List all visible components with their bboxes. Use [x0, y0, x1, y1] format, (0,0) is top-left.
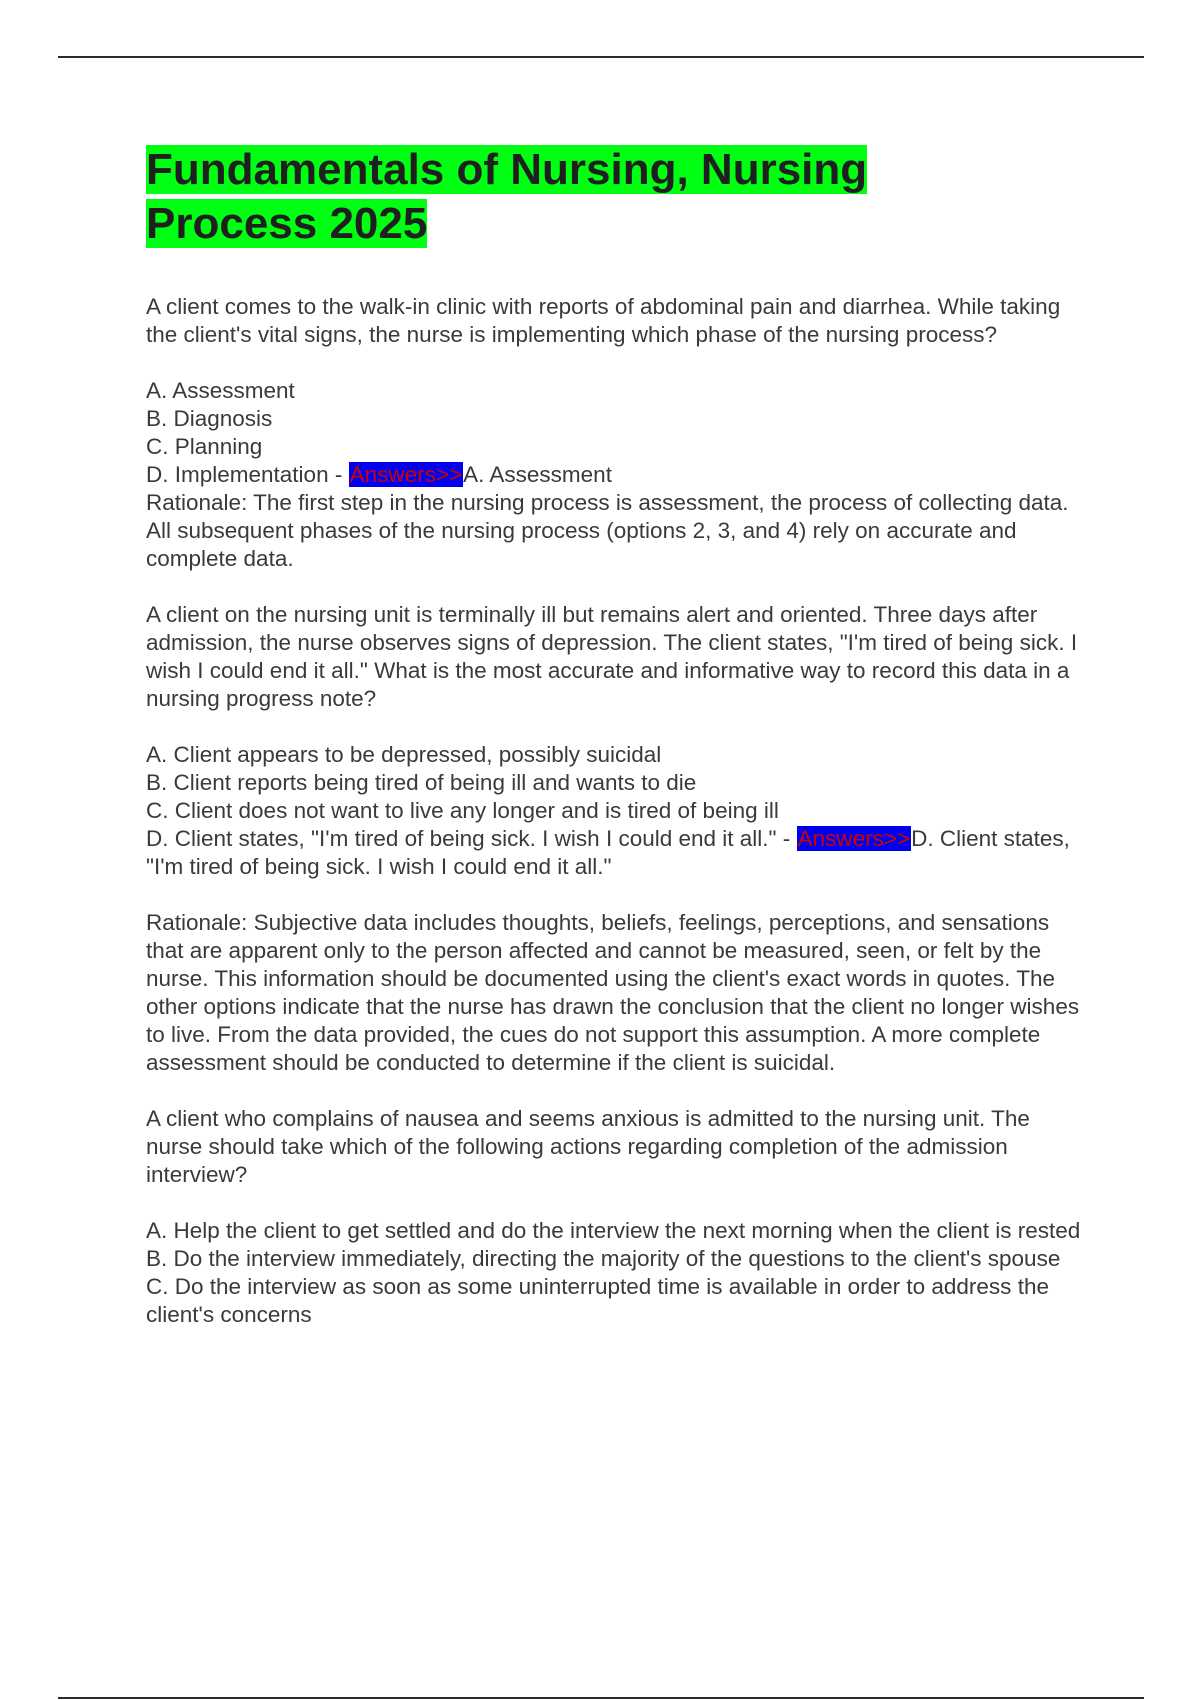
q1-option-d: D. Implementation -	[146, 462, 349, 487]
q2-answer-tag: Answers>>	[797, 826, 911, 851]
bottom-rule	[58, 1697, 1144, 1699]
question-1-text: A client comes to the walk-in clinic with reports of abdominal pain and diarrhea. While taking the client's vital signs, the nurse is implementing which phase of the nursing process?	[146, 294, 1061, 347]
question-3-options	[146, 1217, 1091, 1329]
q1-option-a: A. Assessment	[146, 378, 295, 403]
q1-option-b: B. Diagnosis	[146, 406, 273, 431]
question-2-options	[146, 741, 1091, 881]
q3-option-b: B. Do the interview immediately, directing the majority of the questions to the client's spouse	[146, 1246, 1061, 1271]
q2-option-d-line	[146, 825, 1091, 881]
q1-answer-tag: Answers>>	[349, 462, 463, 487]
q2-option-c: C. Client does not want to live any longer and is tired of being ill	[146, 798, 779, 823]
question-2-text: A client on the nursing unit is terminally ill but remains alert and oriented. Three days after admission, the nurse observes signs of depression. The client states, "I'm tired of being sick. I wish I could end it all." What is the most accurate and informative way to record this data in a nursing progress note?	[146, 602, 1078, 711]
top-rule	[58, 56, 1144, 58]
document-page	[146, 143, 1091, 1357]
q2-option-b: B. Client reports being tired of being ill and wants to die	[146, 770, 697, 795]
question-3-text: A client who complains of nausea and seems anxious is admitted to the nursing unit. The nurse should take which of the following actions regarding completion of the admission interview?	[146, 1106, 1030, 1187]
q2-answer: D. Client states, "I'm tired of being sick. I wish I could end it all."	[146, 826, 1070, 879]
title-line-2: Process 2025	[146, 199, 428, 248]
q1-option-d-line	[146, 461, 1091, 489]
q1-rationale: Rationale: The first step in the nursing process is assessment, the process of collecting data. All subsequent phases of the nursing process (options 2, 3, and 4) rely on accurate and complete data.	[146, 490, 1069, 571]
q1-option-c: C. Planning	[146, 434, 263, 459]
document-body	[146, 293, 1091, 1329]
question-1-options	[146, 377, 1091, 573]
q2-option-a: A. Client appears to be depressed, possibly suicidal	[146, 742, 662, 767]
document-title	[146, 143, 1091, 251]
q1-answer: A. Assessment	[463, 462, 612, 487]
q3-option-a: A. Help the client to get settled and do the interview the next morning when the client is rested	[146, 1218, 1081, 1243]
q2-rationale: Rationale: Subjective data includes thoughts, beliefs, feelings, perceptions, and sensations that are apparent only to the person affected and cannot be measured, seen, or felt by the nurse. This information should be documented using the client's exact words in quotes. The other options indicate that the nurse has drawn the conclusion that the client no longer wishes to live. From the data provided, the cues do not support this assumption. A more complete assessment should be conducted to determine if the client is suicidal.	[146, 910, 1080, 1075]
title-line-1: Fundamentals of Nursing, Nursing	[146, 145, 868, 194]
q3-option-c: C. Do the interview as soon as some uninterrupted time is available in order to address the client's concerns	[146, 1274, 1049, 1327]
q2-option-d: D. Client states, "I'm tired of being sick. I wish I could end it all." -	[146, 826, 797, 851]
